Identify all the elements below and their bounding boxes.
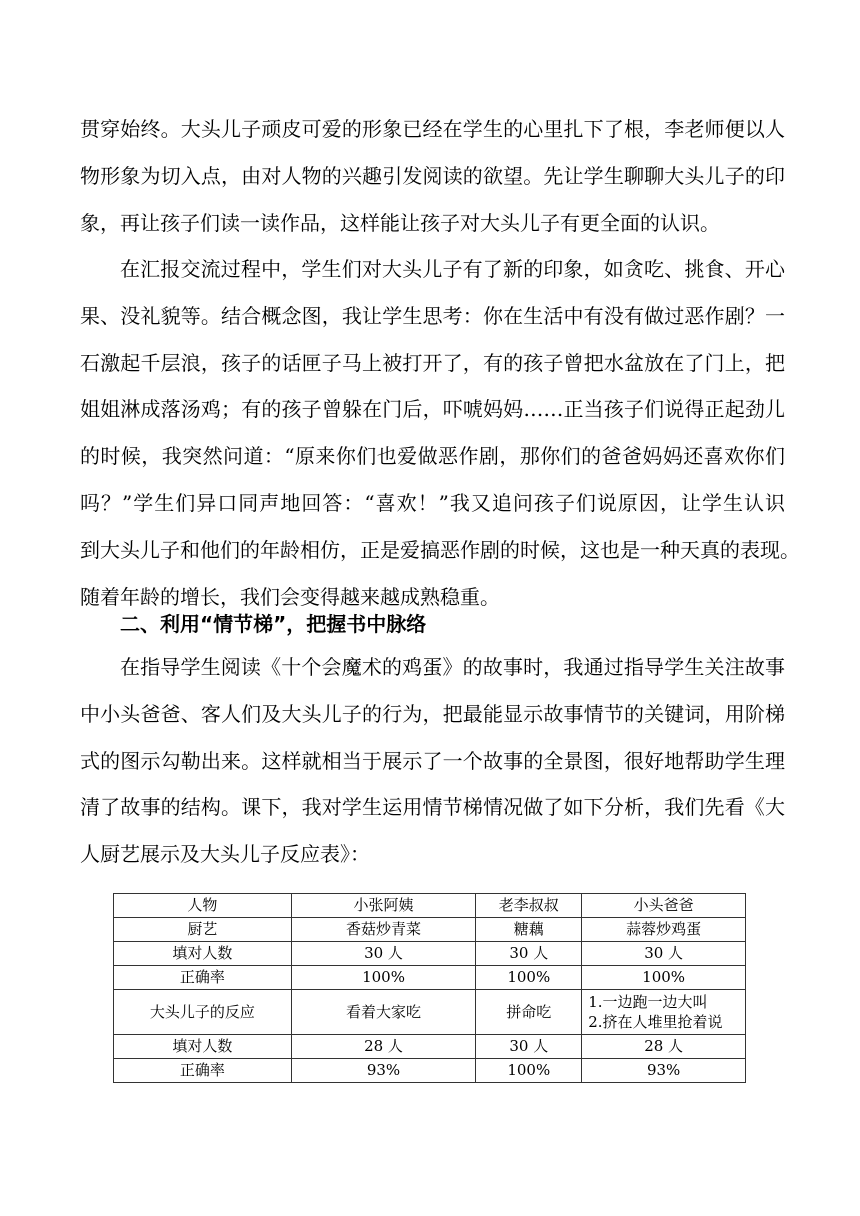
table-cell: 厨艺 [114,918,292,942]
table-cell: 正确率 [114,966,292,990]
table-cell: 28 人 [291,1035,476,1059]
text-line: 人厨艺展示及大头儿子反应表》： [80,842,370,867]
table-cell: 蒜蓉炒鸡蛋 [582,918,746,942]
text-line: 果、没礼貌等。结合概念图，我让学生思考：你在生活中有没有做过恶作剧？一 [80,303,785,328]
table-cell: 看着大家吃 [291,990,476,1035]
text-line: 吗？”学生们异口同声地回答：“喜欢！”我又追问孩子们说原因，让学生认识 [80,490,785,515]
table-cell: 大头儿子的反应 [114,990,292,1035]
text-line: 随着年龄的增长，我们会变得越来越成熟稳重。 [80,584,500,609]
section-heading: 二、利用“情节梯”，把握书中脉络 [120,612,427,636]
text-line: 石激起千层浪，孩子的话匣子马上被打开了，有的孩子曾把水盆放在了门上，把 [80,350,785,375]
table-row [114,942,746,966]
table-cell: 老李叔叔 [476,894,582,918]
text-line: 到大头儿子和他们的年龄相仿，正是爱搞恶作剧的时候，这也是一种天真的表现。 [80,537,800,562]
paragraph-1 [80,106,785,246]
text-line: 的时候，我突然问道：“原来你们也爱做恶作剧，那你们的爸爸妈妈还喜欢你们 [80,444,785,469]
table-cell: 30 人 [476,942,582,966]
table-row [114,1035,746,1059]
table-row [114,1059,746,1083]
table-cell: 香菇炒青菜 [291,918,476,942]
text-line: 物形象为切入点，由对人物的兴趣引发阅读的欲望。先让学生聊聊大头儿子的印 [80,163,785,188]
table-cell: 人物 [114,894,292,918]
reaction-item: 2.挤在人堆里抢着说 [588,1013,723,1031]
table-cell: 30 人 [291,942,476,966]
table-row [114,894,746,918]
table-cell: 填对人数 [114,942,292,966]
table-cell: 糖藕 [476,918,582,942]
text-line: 姐姐淋成落汤鸡；有的孩子曾躲在门后，吓唬妈妈……正当孩子们说得正起劲儿 [80,397,785,422]
table-cell: 30 人 [476,1035,582,1059]
table-cell: 93% [291,1059,476,1083]
text-line: 贯穿始终。大头儿子顽皮可爱的形象已经在学生的心里扎下了根，李老师便以人 [80,117,785,141]
text-line: 在指导学生阅读《十个会魔术的鸡蛋》的故事时，我通过指导学生关注故事 [120,655,785,679]
reaction-item: 1.一边跑一边大叫 [588,993,708,1011]
table-cell: 正确率 [114,1059,292,1083]
text-line: 清了故事的结构。课下，我对学生运用情节梯情况做了如下分析，我们先看《大 [80,795,785,820]
table-cell [582,990,746,1035]
reaction-table [113,893,746,1083]
table-cell: 100% [476,1059,582,1083]
table-cell: 小张阿姨 [291,894,476,918]
table-row [114,990,746,1035]
text-line: 在汇报交流过程中，学生们对大头儿子有了新的印象，如贪吃、挑食、开心 [120,257,785,281]
table-row [114,918,746,942]
text-line: 中小头爸爸、客人们及大头儿子的行为，把最能显示故事情节的关键词，用阶梯 [80,701,785,726]
text-line: 象，再让孩子们读一读作品，这样能让孩子对大头儿子有更全面的认识。 [80,210,720,235]
paragraph-3 [80,644,785,878]
table-cell: 100% [291,966,476,990]
table-cell: 100% [582,966,746,990]
table-row [114,966,746,990]
table-cell: 填对人数 [114,1035,292,1059]
table-cell: 93% [582,1059,746,1083]
table-cell: 小头爸爸 [582,894,746,918]
paragraph-2 [80,246,800,620]
table-cell: 28 人 [582,1035,746,1059]
table-cell: 拼命吃 [476,990,582,1035]
table-cell: 30 人 [582,942,746,966]
text-line: 式的图示勾勒出来。这样就相当于展示了一个故事的全景图，很好地帮助学生理 [80,748,785,773]
table-cell: 100% [476,966,582,990]
